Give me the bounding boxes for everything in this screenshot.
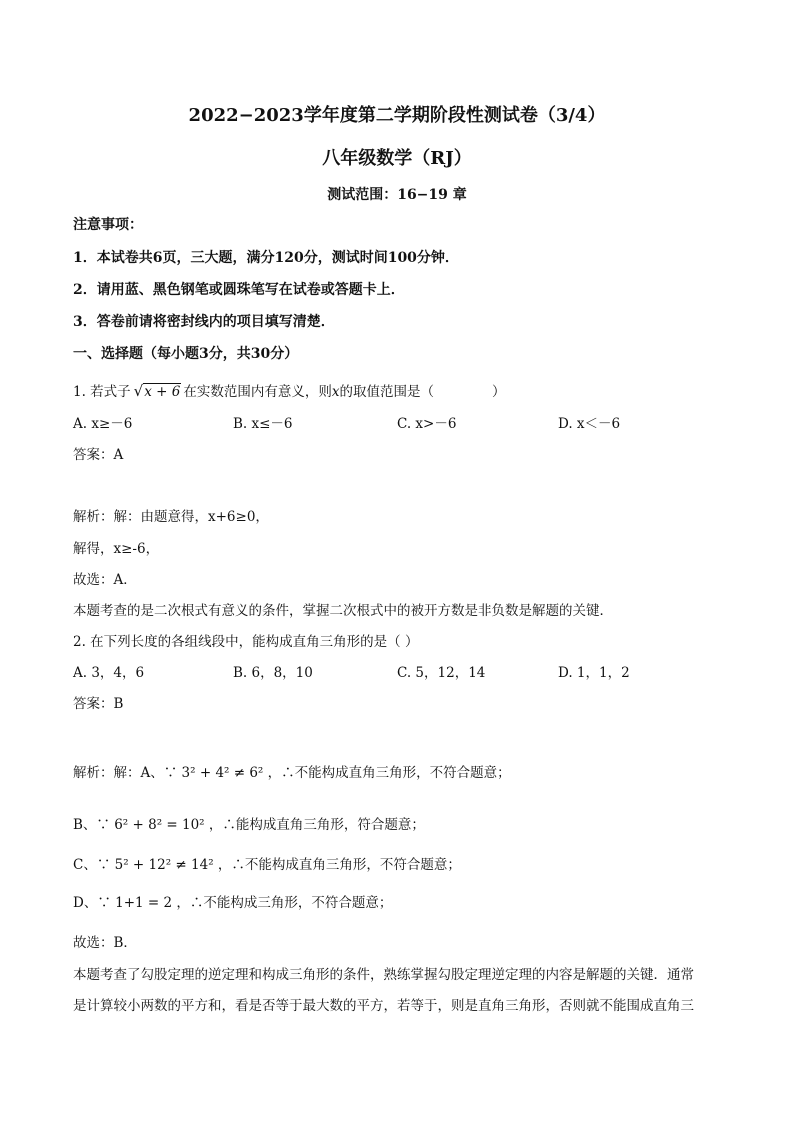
- q1-answer: 答案：A: [73, 447, 124, 463]
- q1-stem-end: ）: [491, 384, 506, 400]
- question-2-stem: 2. 在下列长度的各组线段中，能构成直角三角形的是（ ）: [73, 634, 419, 650]
- q2-option-d: D. 1，1，2: [558, 665, 630, 681]
- q1-stem-suffix: 的取值范围是（: [339, 384, 434, 400]
- q2-conclusion: 故选：B．: [73, 935, 137, 951]
- q2-analysis-d-math: 1+1 = 2: [115, 895, 173, 911]
- q2-analysis-a-math: 3² + 4² ≠ 6²: [181, 765, 264, 781]
- q1-analysis-line-4: 本题考查的是二次根式有意义的条件，掌握二次根式中的被开方数是非负数是解题的关键．: [73, 603, 613, 619]
- q2-analysis-c-math: 5² + 12² ≠ 14²: [114, 857, 214, 873]
- sqrt-expression: [134, 381, 182, 402]
- q1-analysis-line-3: 故选：A．: [73, 572, 137, 588]
- q1-option-c: C. x>－6: [397, 416, 457, 432]
- notes-heading: 注意事项：: [73, 217, 143, 233]
- section-heading-choice: 一、选择题（每小题3分，共30分）: [73, 346, 299, 362]
- radical-sign-icon: √: [133, 382, 144, 400]
- q1-option-b: B. x≤－6: [233, 416, 293, 432]
- radicand: x + 6: [144, 384, 181, 400]
- q2-analysis-d-suffix: ，∴不能构成三角形，不符合题意；: [176, 895, 393, 911]
- q1-option-a: A. x≥－6: [73, 416, 133, 432]
- q2-analysis-c-prefix: C、∵: [73, 857, 111, 873]
- q2-analysis-a-suffix: ，∴不能构成直角三角形，不符合题意；: [267, 765, 511, 781]
- note-item-1: 1．本试卷共6页，三大题，满分120分，测试时间100分钟．: [73, 250, 459, 266]
- q2-analysis-b-suffix: ，∴能构成直角三角形，符合题意；: [208, 817, 425, 833]
- q1-analysis-line-2: 解得，x≥-6，: [73, 541, 160, 557]
- note-item-3: 3．答卷前请将密封线内的项目填写清楚．: [73, 314, 335, 330]
- q2-option-c: C. 5，12，14: [397, 665, 486, 681]
- exam-subtitle: 八年级数学（RJ）: [322, 148, 472, 169]
- q2-summary-line-2: 是计算较小两数的平方和，看是否等于最大数的平方，若等于，则是直角三角形，否则就不能围成直角三: [73, 998, 694, 1014]
- q2-analysis-b-prefix: B、∵: [73, 817, 110, 833]
- q2-analysis-d-prefix: D、∵: [73, 895, 111, 911]
- q1-option-d: D. x＜－6: [558, 416, 621, 432]
- q2-analysis-c: [73, 855, 461, 875]
- q2-option-b: B. 6，8，10: [233, 665, 313, 681]
- q2-summary-line-1: 本题考查了勾股定理的逆定理和构成三角形的条件，熟练掌握勾股定理逆定理的内容是解题的关键．通常: [73, 967, 694, 983]
- q1-stem-prefix: 1. 若式子: [73, 384, 131, 400]
- exam-title: 2022−2023学年度第二学期阶段性测试卷（3/4）: [188, 105, 606, 126]
- q2-analysis-d: [73, 893, 392, 913]
- q2-answer: 答案：B: [73, 696, 124, 712]
- q2-analysis-a: [73, 763, 511, 783]
- q2-analysis-b: [73, 815, 425, 835]
- q2-analysis-c-suffix: ，∴不能构成直角三角形，不符合题意；: [217, 857, 461, 873]
- q2-option-a: A. 3，4，6: [73, 665, 145, 681]
- q1-variable: x: [331, 384, 340, 400]
- test-scope: 测试范围：16−19 章: [327, 187, 467, 203]
- q2-analysis-b-math: 6² + 8² = 10²: [114, 817, 205, 833]
- q1-analysis-line-1: 解析：解：由题意得，x+6≥0，: [73, 509, 269, 525]
- q1-stem-mid: 在实数范围内有意义，则: [183, 384, 332, 400]
- question-1-stem: [73, 381, 505, 402]
- q2-analysis-a-prefix: 解析：解：A、∵: [73, 765, 178, 781]
- note-item-2: 2．请用蓝、黑色钢笔或圆珠笔写在试卷或答题卡上．: [73, 282, 405, 298]
